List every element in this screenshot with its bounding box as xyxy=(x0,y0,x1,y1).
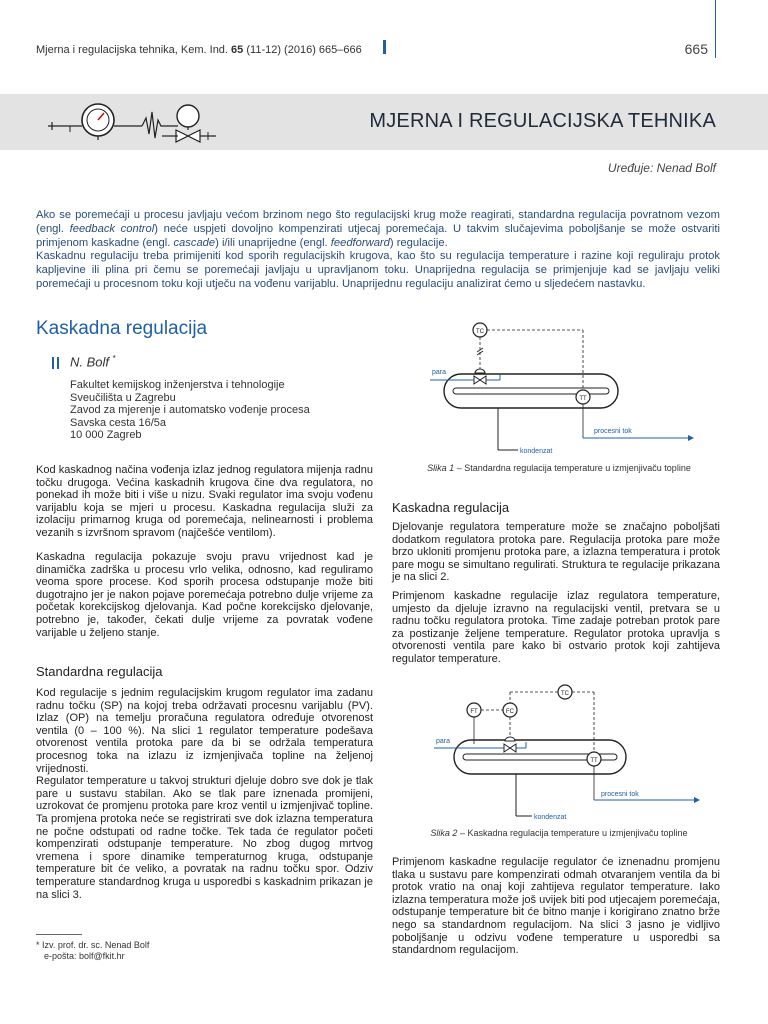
right-paragraph-3: Primjenom kaskadne regulacije regulator će iznenadnu promjenu tlaka u sustavu pare kompenzirati odmah otvaranjem ventila da bi protok vratio na onaj koji zahtijeva regulator temperature. Iako izlazna temperatura može još uvijek biti pod utjecajem poremećaja, odstupanje temperature bit će bitno manje i korigirano znatno brže nego sa standardnom regulacijom. Na slici 3 jasno je vidljivo poboljšanje u odzivu vođene temperature u usporedbi sa standardnom regulacijom. xyxy=(392,856,720,957)
intro-paragraph-1: Ako se poremećaji u procesu javljaju većom brzinom nego što regulacijski krug može reagirati, standardna regulacija povratnom vezom (engl. feedback control) neće uspjeti dovoljno kompenzirati utjecaj poremećaja. U takvim slučajevima poboljšanje se može ostvariti primjenom kaskadne (engl. cascade) i/ili unaprijedne (engl. feedforward) regulacije. xyxy=(36,209,720,249)
svg-text:TC: TC xyxy=(476,329,484,335)
author-name: N. Bolf * xyxy=(70,354,116,370)
svg-text:TC: TC xyxy=(561,691,569,697)
left-paragraph-3: Kod regulacije s jednim regulacijskim krugom regulator ima zadanu radnu točku (SP) na kojoj treba održavati procesnu varijablu (PV). Izlaz (OP) na temelju proračuna regulatora određuje otvorenost ventila (0 – 100 %). Na slici 1 regulator temperature podešava otvorenost ventila protoka pare da bi se održala temperatura procesnog toka na izlazu iz izmjenjivača topline na željenoj vrijednosti. Regulator temperature u takvoj strukturi djeluje dobro sve dok je tlak pare u sustavu stabilan. Ako se tlak pare iznenada promijeni, uzrokovat će promjenu protoka pare kroz ventil u izmjenjivač topline. Ta promjena protoka neće se registrirati sve dok izlazna temperatura ne počne odstupati od radne točke. Tek tada će regulator početi kompenzirati odstupanje temperature. No zbog dugog mrtvog vremena i spore dinamike temperaturnog kruga, odstupanje temperature bit će veliko, a povratak na radnu točku spor. Odziv temperature standardnog kruga u usporedbi s kaskadnim prikazan je na slici 3. xyxy=(36,687,373,901)
heat-exchanger xyxy=(444,374,618,408)
author-marker-bar xyxy=(57,357,59,369)
top-rule xyxy=(715,0,716,58)
intro-text xyxy=(36,209,720,292)
svg-text:FC: FC xyxy=(506,709,514,715)
svg-text:procesni tok: procesni tok xyxy=(601,791,639,798)
right-paragraph-1: Djelovanje regulatora temperature može se značajno poboljšati dodatkom regulatora protoka pare. Regulacija protoka pare može brzo ukloniti promjenu protoka pare, a izlazna temperatura i protok pare mogu se simultano regulirati. Struktura te regulacije prikazana je na slici 2. xyxy=(392,521,720,584)
heading-kaskadna-regulacija: Kaskadna regulacija xyxy=(392,500,510,515)
instrument-line-graphic xyxy=(30,96,250,150)
right-paragraph-2: Primjenom kaskadne regulacije izlaz regulatora temperature, umjesto da djeluje izravno na regulacijski ventil, pretvara se u radnu točku regulatora protoka. Time zadaje potreban protok pare za postizanje željene temperature. Regulator protoka upravlja s otvorenosti ventila pare kako bi ostvario protok koji zahtijeva regulator temperature. xyxy=(392,590,720,665)
figure-2-caption: Slika 2 – Kaskadna regulacija temperature u izmjenjivaču topline xyxy=(430,828,688,838)
svg-text:para: para xyxy=(436,738,451,745)
figure-1-diagram xyxy=(398,318,720,458)
author-marker-bar xyxy=(52,357,54,369)
left-paragraph-2: Kaskadna regulacija pokazuje svoju pravu vrijednost kad je dinamička zadrška u procesu vrlo velika, odnosno, kad reguliramo veoma spore procese. Kod sporih procesa odstupanje može biti dugotrajno jer je nakon pojave poremećaja potrebno dulje vrijeme za početak korekcijskog djelovanja. Kad počne korekcijsko djelovanje, potrebno je, također, čekati dulje vrijeme za povratak vođene varijable u željeno stanje. xyxy=(36,551,373,639)
journal-issue: (11-12) (2016) 665–666 xyxy=(246,44,362,56)
svg-text:kondenzat: kondenzat xyxy=(520,448,553,455)
journal-name: Mjerna i regulacijska tehnika, Kem. Ind. xyxy=(36,44,228,56)
left-paragraph-1: Kod kaskadnog načina vođenja izlaz jednog regulatora mijenja radnu točku drugoga. Većina kaskadnih krugova čine dva regulatora, no ponekad ih može biti i više u nizu. Svaki regulator ima svoju vođenu varijablu koja se mjeri u procesu. Kaskadna regulacija služi za izolaciju primarnog kruga od poremećaja, nelinearnosti i problema vezanih s izvršnom spravom (najčešće ventilom). xyxy=(36,464,373,539)
signal-wave-icon xyxy=(142,112,178,138)
intro-paragraph-2: Kaskadnu regulaciju treba primijeniti kod sporih regulacijskih krugova, kao što su regulacija temperature i razine koji reguliraju protok kapljevine ili plina pri čemu se poremećaji javljaju u upravljanom toku. Unaprijedna regulacija se primjenjuje kad se javljaju veliki poremećaji u procesnom toku koji utječu na vođenu varijablu. Unaprijednu regulaciju analizirat ćemo u sljedećem nastavku. xyxy=(36,250,720,290)
running-header xyxy=(36,44,362,56)
svg-text:TT: TT xyxy=(590,758,598,764)
article-title: Kaskadna regulacija xyxy=(36,318,208,339)
footnote-email: e-pošta: bolf@fkit.hr xyxy=(44,951,125,962)
section-editor: Uređuje: Nenad Bolf xyxy=(607,161,716,175)
heading-standardna-regulacija: Standardna regulacija xyxy=(36,664,163,679)
author-affiliation: Fakultet kemijskog inženjerstva i tehnologije Sveučilišta u Zagrebu Zavod za mjerenje i automatsko vođenje procesa Savska cesta 16/5a 10 000 Zagreb xyxy=(70,379,310,442)
svg-text:procesni tok: procesni tok xyxy=(594,428,632,435)
page-number: 665 xyxy=(684,41,708,57)
svg-text:para: para xyxy=(432,369,447,376)
svg-text:kondenzat: kondenzat xyxy=(534,814,567,821)
footnote-rule xyxy=(36,934,82,935)
journal-volume: 65 xyxy=(231,44,244,56)
svg-text:FT: FT xyxy=(470,709,478,715)
figure-2-diagram xyxy=(398,680,720,822)
footnote: * Izv. prof. dr. sc. Nenad Bolf e-pošta: bolf@fkit.hr xyxy=(36,940,150,962)
figure-1-caption: Slika 1 – Standardna regulacija temperature u izmjenjivaču topline xyxy=(427,463,691,473)
svg-text:TT: TT xyxy=(579,396,587,402)
section-title: MJERNA I REGULACIJSKA TEHNIKA xyxy=(369,110,716,132)
header-accent-bar xyxy=(383,40,386,54)
